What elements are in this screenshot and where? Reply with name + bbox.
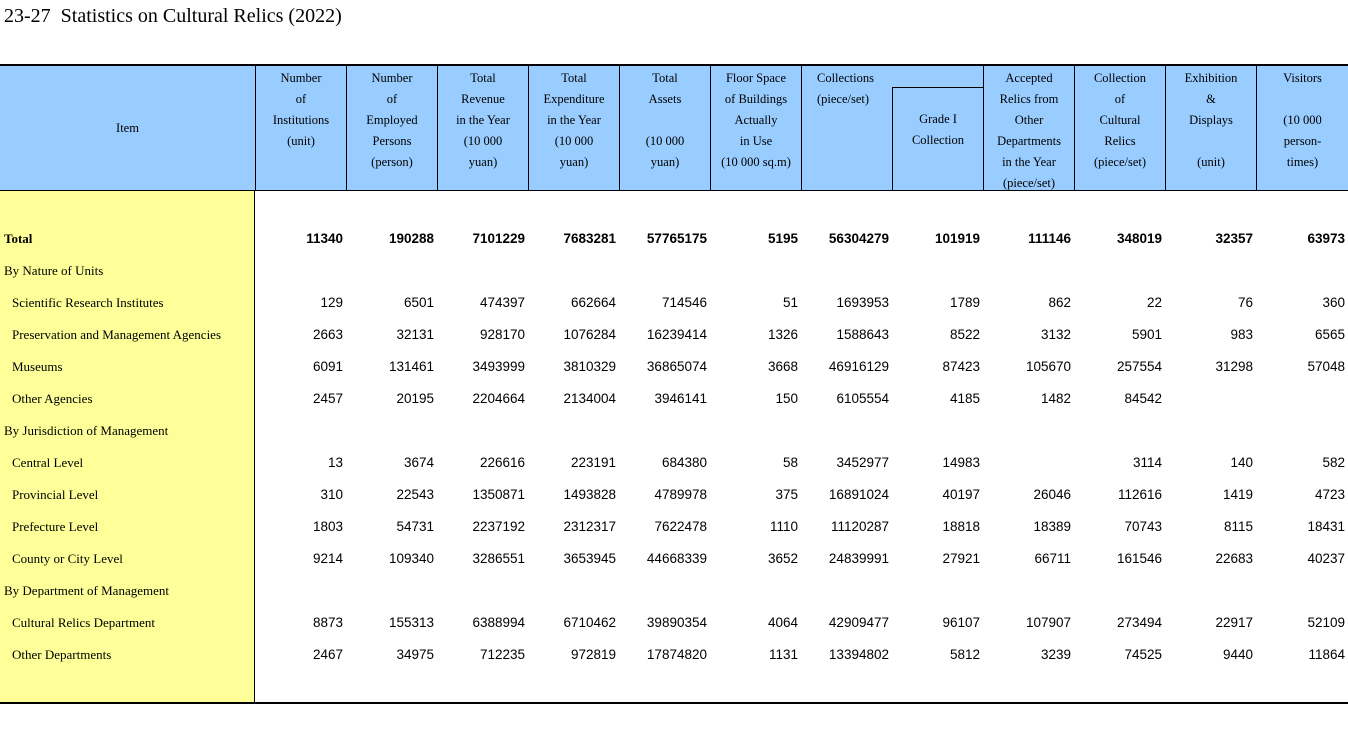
cell-value: 3668	[767, 359, 798, 374]
cell-value	[983, 415, 1071, 447]
header-line: Displays	[1189, 113, 1233, 127]
cell-value	[983, 255, 1071, 287]
row-label: By Jurisdiction of Management	[4, 423, 169, 438]
cell-value: 76	[1237, 295, 1253, 310]
cell-value	[710, 575, 798, 607]
cell-value	[1256, 383, 1345, 415]
cell-value: 3946141	[654, 391, 707, 406]
cell-value: 8115	[1223, 519, 1253, 534]
cell-value: 74525	[1124, 647, 1162, 662]
row-label: Preservation and Management Agencies	[12, 327, 222, 342]
cell-value	[437, 415, 525, 447]
header-line: Floor Space	[725, 71, 787, 85]
cell-value: 101919	[934, 231, 980, 246]
cell-value: 1110	[769, 519, 798, 534]
cell-value	[619, 575, 707, 607]
cell-value: 11120287	[830, 519, 889, 534]
cell-value: 928170	[479, 327, 525, 342]
cell-value: 3674	[403, 455, 434, 470]
cell-value: 57765175	[646, 231, 707, 246]
cell-value: 39890354	[646, 615, 707, 630]
cell-value	[528, 575, 616, 607]
cell-value: 190288	[388, 231, 434, 246]
cell-value: 3653945	[563, 551, 616, 566]
cell-value: 5901	[1131, 327, 1162, 342]
cell-value: 474397	[479, 295, 525, 310]
header-line: Collection	[1093, 71, 1147, 85]
cell-value: 7622478	[654, 519, 707, 534]
cell-value: 17874820	[646, 647, 707, 662]
cell-value: 22683	[1215, 551, 1253, 566]
cell-value	[619, 415, 707, 447]
cell-value: 18389	[1033, 519, 1071, 534]
cell-value: 714546	[661, 295, 707, 310]
cell-value: 161546	[1116, 551, 1162, 566]
cell-value: 40197	[942, 487, 980, 502]
cell-value: 3652	[767, 551, 798, 566]
cell-value: 34975	[396, 647, 434, 662]
cell-value: 58	[782, 455, 798, 470]
cell-value: 57048	[1307, 359, 1345, 374]
cell-value	[801, 255, 889, 287]
header-item: Item	[116, 121, 139, 135]
cell-value: 3239	[1040, 647, 1071, 662]
header-line: (piece/set)	[1002, 176, 1056, 190]
cell-value: 22	[1146, 295, 1162, 310]
header-col-2	[346, 66, 437, 191]
cell-value: 1588643	[836, 327, 889, 342]
cell-value: 46916129	[828, 359, 889, 374]
header-line: of	[1114, 92, 1126, 106]
header-col-9	[983, 66, 1074, 191]
table-bottom-rule	[0, 702, 1348, 704]
cell-value	[1165, 383, 1253, 415]
header-line: in the Year	[547, 113, 601, 127]
cell-value: 983	[1230, 327, 1253, 342]
header-line: (10 000	[554, 134, 594, 148]
cell-value: 1076284	[563, 327, 616, 342]
header-line: (piece/set)	[817, 92, 870, 106]
header-line: (unit)	[287, 134, 315, 148]
cell-value: 20195	[396, 391, 434, 406]
cell-value: 109340	[388, 551, 434, 566]
cell-value	[255, 415, 343, 447]
cell-value: 4789978	[654, 487, 707, 502]
table-row	[0, 479, 1348, 511]
header-line: (10 000	[1283, 113, 1322, 127]
cell-value: 44668339	[646, 551, 707, 566]
header-line: Cultural	[1099, 113, 1141, 127]
cell-value: 1693953	[836, 295, 889, 310]
header-line: of Buildings	[724, 92, 788, 106]
header-line: yuan)	[650, 155, 680, 169]
cell-value: 310	[320, 487, 343, 502]
cell-value: 129	[320, 295, 343, 310]
cell-value: 2457	[312, 391, 343, 406]
header-line: Number	[371, 71, 413, 85]
header-line: Total	[470, 71, 496, 85]
header-line: yuan)	[468, 155, 498, 169]
cell-value: 8873	[312, 615, 343, 630]
header-line: Revenue	[461, 92, 505, 106]
cell-value: 2204664	[472, 391, 525, 406]
cell-value: 22543	[396, 487, 434, 502]
cell-value: 6501	[403, 295, 434, 310]
header-line: (unit)	[1197, 155, 1225, 169]
cell-value: 16891024	[828, 487, 889, 502]
row-label: County or City Level	[12, 551, 123, 566]
cell-value	[255, 575, 343, 607]
cell-value: 4064	[767, 615, 798, 630]
cell-value: 3114	[1132, 455, 1162, 470]
cell-value: 112616	[1117, 487, 1162, 502]
subheader-rule	[892, 87, 983, 88]
row-label: Other Departments	[12, 647, 112, 662]
header-line: Departments	[997, 134, 1061, 148]
cell-value: 107907	[1025, 615, 1071, 630]
header-line	[893, 88, 983, 109]
cell-value: 66711	[1034, 551, 1071, 566]
cell-value	[710, 255, 798, 287]
cell-value: 1326	[767, 327, 798, 342]
cell-value	[528, 255, 616, 287]
cell-value: 684380	[661, 455, 707, 470]
cell-value: 5195	[767, 231, 798, 246]
row-label: By Nature of Units	[4, 263, 104, 278]
cell-value: 105670	[1025, 359, 1071, 374]
table-row	[0, 543, 1348, 575]
cell-value	[1074, 415, 1162, 447]
cell-value: 2237192	[472, 519, 525, 534]
header-line: times)	[1286, 155, 1319, 169]
cell-value: 226616	[479, 455, 525, 470]
cell-value: 4185	[949, 391, 980, 406]
cell-value: 87423	[942, 359, 980, 374]
row-label: Prefecture Level	[12, 519, 99, 534]
header-col-8	[892, 88, 983, 191]
cell-value: 1482	[1040, 391, 1071, 406]
header-line: Total	[652, 71, 678, 85]
header-line: Assets	[648, 92, 682, 106]
cell-value: 662664	[570, 295, 616, 310]
header-col-4	[528, 66, 619, 191]
cell-value: 2663	[312, 327, 343, 342]
cell-value: 27921	[942, 551, 980, 566]
cell-value: 51	[782, 295, 798, 310]
header-line: Institutions	[272, 113, 330, 127]
header-line: &	[1206, 92, 1216, 106]
row-label: Cultural Relics Department	[12, 615, 155, 630]
table-row	[0, 607, 1348, 639]
cell-value: 5812	[949, 647, 980, 662]
cell-value: 9440	[1222, 647, 1253, 662]
cell-value	[1074, 255, 1162, 287]
header-line: Actually	[734, 113, 778, 127]
table-row	[0, 319, 1348, 351]
table-row	[0, 575, 1348, 607]
cell-value: 6105554	[836, 391, 889, 406]
header-line: Exhibition	[1184, 71, 1238, 85]
cell-value: 862	[1048, 295, 1071, 310]
cell-value: 8522	[949, 327, 980, 342]
table-row	[0, 383, 1348, 415]
cell-value: 257554	[1116, 359, 1162, 374]
row-label: Museums	[12, 359, 63, 374]
cell-value	[1165, 415, 1253, 447]
row-label: Total	[4, 231, 33, 246]
cell-value: 111146	[1028, 231, 1071, 246]
cell-value: 6565	[1314, 327, 1345, 342]
header-line: Relics from	[999, 92, 1059, 106]
cell-value: 9214	[312, 551, 343, 566]
table-row	[0, 639, 1348, 671]
header-line: (10 000	[645, 134, 685, 148]
cell-value	[801, 415, 889, 447]
header-line: (10 000 sq.m)	[721, 155, 791, 169]
header-col-1	[255, 66, 346, 191]
table-row	[0, 351, 1348, 383]
cell-value: 26046	[1033, 487, 1071, 502]
cell-value	[1165, 575, 1253, 607]
table-header	[0, 64, 1348, 191]
cell-value	[619, 255, 707, 287]
header-col-6	[710, 66, 801, 191]
cell-value	[437, 255, 525, 287]
row-label: By Department of Management	[4, 583, 169, 598]
header-line: Employed	[366, 113, 418, 127]
cell-value: 31298	[1215, 359, 1253, 374]
cell-value	[892, 255, 980, 287]
cell-value: 131461	[388, 359, 434, 374]
cell-value	[255, 255, 343, 287]
cell-value	[710, 415, 798, 447]
cell-value: 22917	[1215, 615, 1253, 630]
header-line: Collections	[817, 71, 874, 85]
cell-value: 3452977	[836, 455, 889, 470]
cell-value: 1350871	[472, 487, 525, 502]
header-line: Number	[280, 71, 322, 85]
cell-value: 3132	[1040, 327, 1071, 342]
cell-value: 972819	[570, 647, 616, 662]
row-label: Central Level	[12, 455, 84, 470]
cell-value: 40237	[1307, 551, 1345, 566]
cell-value: 2134004	[563, 391, 616, 406]
cell-value: 32131	[396, 327, 434, 342]
cell-value: 18431	[1307, 519, 1345, 534]
cell-value: 2312317	[563, 519, 616, 534]
cell-value	[1256, 255, 1345, 287]
cell-value: 6091	[312, 359, 343, 374]
cell-value: 582	[1322, 455, 1345, 470]
header-line	[620, 110, 710, 131]
header-line: of	[295, 92, 307, 106]
header-line: Relics	[1104, 134, 1136, 148]
page-title: 23-27 Statistics on Cultural Relics (2022)	[4, 5, 342, 27]
cell-value: 712235	[479, 647, 525, 662]
cell-value: 1789	[949, 295, 980, 310]
cell-value: 84542	[1124, 391, 1162, 406]
table-row	[0, 447, 1348, 479]
cell-value	[346, 255, 434, 287]
cell-value: 36865074	[646, 359, 707, 374]
cell-value	[1074, 575, 1162, 607]
header-col-12	[1256, 66, 1348, 191]
header-line: (10 000	[463, 134, 503, 148]
cell-value	[892, 415, 980, 447]
cell-value	[983, 447, 1071, 479]
row-label: Scientific Research Institutes	[12, 295, 164, 310]
cell-value: 70743	[1124, 519, 1162, 534]
header-line: Persons	[372, 134, 412, 148]
cell-value: 7101229	[472, 231, 525, 246]
cell-value	[437, 575, 525, 607]
table-row	[0, 287, 1348, 319]
cell-value: 375	[775, 487, 798, 502]
header-line: Expenditure	[543, 92, 605, 106]
header-line: Grade I	[919, 112, 957, 126]
cell-value: 1493828	[563, 487, 616, 502]
cell-value: 6388994	[472, 615, 525, 630]
cell-value: 16239414	[646, 327, 707, 342]
table-row	[0, 415, 1348, 447]
cell-value	[528, 415, 616, 447]
cell-value: 11340	[306, 231, 343, 246]
cell-value: 32357	[1215, 231, 1253, 246]
cell-value: 348019	[1116, 231, 1162, 246]
cell-value: 42909477	[828, 615, 889, 630]
cell-value: 360	[1322, 295, 1345, 310]
cell-value: 1419	[1222, 487, 1253, 502]
header-line: Total	[561, 71, 587, 85]
table-row	[0, 511, 1348, 543]
cell-value: 54731	[396, 519, 434, 534]
cell-value: 155313	[388, 615, 434, 630]
cell-value: 14983	[942, 455, 980, 470]
header-line	[1257, 89, 1348, 110]
cell-value: 1803	[312, 519, 343, 534]
header-col-5	[619, 66, 710, 191]
cell-value	[346, 575, 434, 607]
cell-value	[801, 575, 889, 607]
cell-value: 13394802	[828, 647, 889, 662]
header-line: Accepted	[1005, 71, 1053, 85]
cell-value: 6710462	[563, 615, 616, 630]
cell-value	[1256, 415, 1345, 447]
cell-value: 63973	[1307, 231, 1345, 246]
cell-value: 7683281	[563, 231, 616, 246]
header-line: of	[386, 92, 398, 106]
cell-value: 3286551	[472, 551, 525, 566]
header-line: in Use	[739, 134, 773, 148]
table-row	[0, 255, 1348, 287]
cell-value: 150	[775, 391, 798, 406]
header-line: Visitors	[1283, 71, 1322, 85]
cell-value	[1256, 575, 1345, 607]
header-line: (person)	[371, 155, 413, 169]
header-line: (piece/set)	[1093, 155, 1147, 169]
header-line: in the Year	[456, 113, 510, 127]
table-row	[0, 223, 1348, 255]
cell-value: 3493999	[472, 359, 525, 374]
cell-value: 223191	[570, 455, 616, 470]
header-line: Collection	[911, 133, 965, 147]
cell-value: 96107	[942, 615, 980, 630]
header-col-3	[437, 66, 528, 191]
cell-value: 18818	[942, 519, 980, 534]
cell-value: 11864	[1308, 647, 1345, 662]
cell-value: 140	[1230, 455, 1253, 470]
row-label: Other Agencies	[12, 391, 93, 406]
header-line: person-	[1283, 134, 1322, 148]
header-line: in the Year	[1002, 155, 1056, 169]
header-col-11	[1165, 66, 1256, 191]
header-line	[1166, 131, 1256, 152]
cell-value: 13	[327, 455, 343, 470]
header-col-7	[801, 66, 892, 191]
cell-value	[1165, 255, 1253, 287]
header-line: Other	[1014, 113, 1044, 127]
cell-value: 1131	[768, 647, 798, 662]
cell-value: 4723	[1314, 487, 1345, 502]
cell-value: 24839991	[828, 551, 889, 566]
cell-value: 273494	[1116, 615, 1162, 630]
header-line: yuan)	[559, 155, 589, 169]
cell-value	[346, 415, 434, 447]
cell-value	[983, 575, 1071, 607]
cell-value: 2467	[312, 647, 343, 662]
cell-value: 3810329	[563, 359, 616, 374]
cell-value: 52109	[1307, 615, 1345, 630]
header-col-10	[1074, 66, 1165, 191]
cell-value: 56304279	[828, 231, 889, 246]
cell-value	[892, 575, 980, 607]
row-label: Provincial Level	[12, 487, 99, 502]
